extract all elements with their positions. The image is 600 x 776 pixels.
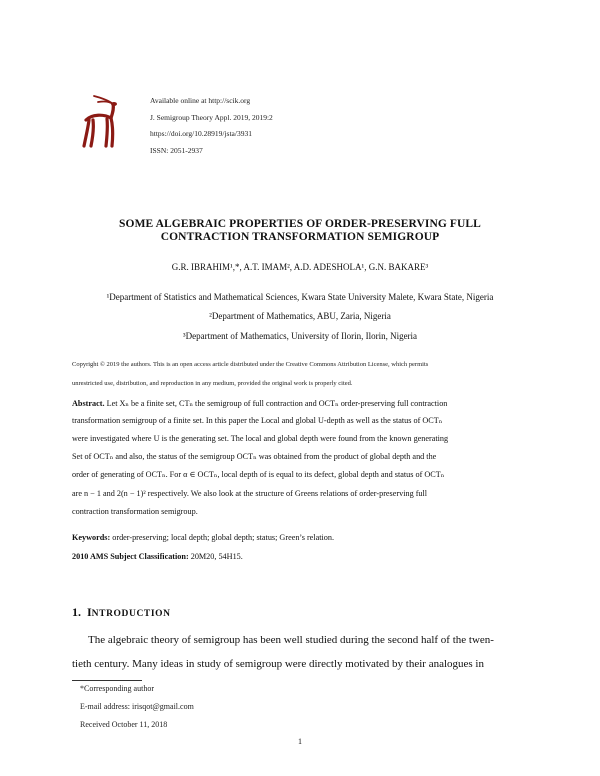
journal-issn: ISSN: 2051-2937: [150, 146, 203, 155]
ams-label: 2010 AMS Subject Classification:: [72, 552, 189, 561]
section-title-initial: I: [87, 605, 92, 619]
abstract-line-6: are n − 1 and 2(n − 1)² respectively. We also look at the structure of Greens relations of order-preserving full: [72, 489, 428, 498]
abstract-line-2: transformation semigroup of a finite set. In this paper the Local and global U-depth as well as the status of OCTₙ: [72, 416, 443, 425]
affiliation-2: ²Department of Mathematics, ABU, Zaria, Nigeria: [209, 311, 391, 321]
ams-classification: [72, 552, 528, 562]
footnote-received: Received October 11, 2018: [80, 720, 168, 729]
section-title-rest: NTRODUCTION: [91, 609, 171, 619]
keywords-label: Keywords:: [72, 533, 111, 542]
page-number: 1: [298, 737, 302, 746]
abstract-line-3: were investigated where U is the generating set. The local and global depth were found from the known generating: [72, 434, 449, 443]
copyright-line-1: Copyright © 2019 the authors. This is an open access article distributed under the Creative Commons Attribution License, which permits: [72, 361, 429, 368]
journal-doi[interactable]: https://doi.org/10.28919/jsta/3931: [150, 129, 252, 138]
keywords-text: order-preserving; local depth; global depth; status; Green’s relation.: [112, 533, 334, 542]
title-line-2: CONTRACTION TRANSFORMATION SEMIGROUP: [160, 231, 440, 243]
footnote-divider: [72, 680, 142, 681]
copyright-line-2: unrestricted use, distribution, and reproduction in any medium, provided the original work is properly cited.: [72, 380, 353, 387]
keywords: [72, 533, 528, 543]
abstract-line-4: Set of OCTₙ and also, the status of the semigroup OCTₙ was obtained from the product of global depth and the: [72, 452, 437, 461]
section-number: 1.: [72, 605, 81, 619]
footnote-corresponding: *Corresponding author: [80, 684, 154, 693]
journal-citation: J. Semigroup Theory Appl. 2019, 2019:2: [150, 113, 273, 122]
footnote-email: E-mail address: irisqot@gmail.com: [80, 702, 194, 711]
abstract-line-1: [72, 399, 528, 409]
ams-text: 20M20, 54H15.: [190, 552, 243, 561]
author-list: G.R. IBRAHIM¹,*, A.T. IMAM², A.D. ADESHOLA¹, G.N. BAKARE³: [171, 262, 429, 272]
section-heading: [72, 605, 171, 620]
intro-line-1: The algebraic theory of semigroup has been well studied during the second half of the twen-: [88, 634, 494, 646]
title-line-1: SOME ALGEBRAIC PROPERTIES OF ORDER-PRESERVING FULL: [119, 218, 481, 230]
abstract-line-7: contraction transformation semigroup.: [72, 507, 198, 516]
affiliation-3: ³Department of Mathematics, University of Ilorin, Ilorin, Nigeria: [182, 331, 418, 341]
abstract-line-5: order of generating of OCTₙ. For α ∈ OCTₙ, local depth of is equal to its defect, global depth and status of OCTₙ: [72, 470, 445, 479]
affiliation-1: ¹Department of Statistics and Mathematical Sciences, Kwara State University Malete, Kwara State, Nigeria: [106, 292, 494, 302]
antelope-logo-icon: [78, 92, 120, 148]
abstract-text-1: Let Xₙ be a finite set, CTₙ the semigroup of full contraction and OCTₙ order-preserving full contraction: [106, 399, 448, 408]
paper-title: [60, 218, 540, 244]
intro-line-2: tieth century. Many ideas in study of semigroup were directly motivated by their analogues in: [72, 658, 484, 670]
abstract-label: Abstract.: [72, 399, 105, 408]
journal-availability: Available online at http://scik.org: [150, 96, 251, 105]
